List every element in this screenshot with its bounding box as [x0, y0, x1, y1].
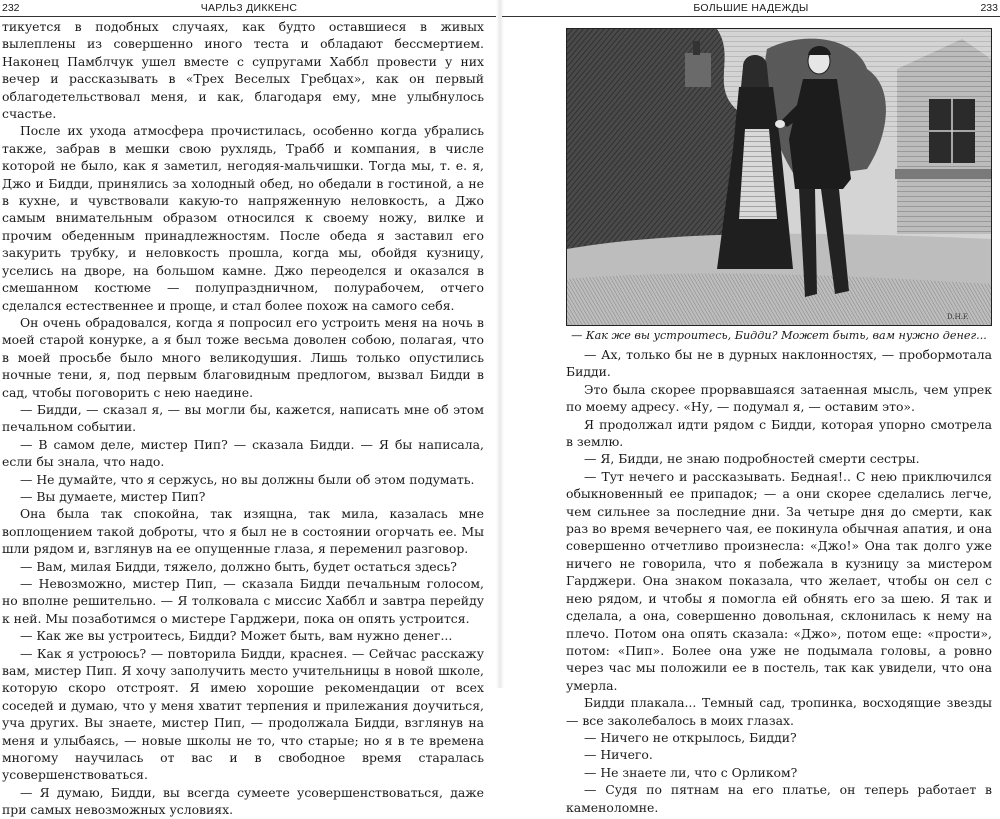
page-number: 233 [980, 2, 998, 14]
engraving-illustration [566, 28, 992, 326]
body-text [566, 346, 992, 816]
paragraph: — Не знаете ли, что с Орликом? [584, 764, 798, 780]
paragraph: — Не думайте, что я сержусь, но вы должны были об этом подумать. [20, 471, 475, 487]
paragraph: Она была так спокойна, так изящна, так мила, казалась мне воплощением такой доброты, что я был не в состоянии огорчать ее. Мы шли рядом и, взглянув на ее опущенные глаза, я переменил разговор. [2, 506, 484, 557]
paragraph: — Ах, только бы не в дурных наклонностях, — пробормотала Бидди. [566, 347, 992, 380]
paragraph: — Как же вы устроитесь, Бидди? Может быть, вам нужно денег... [20, 628, 453, 644]
paragraph: тикуется в подобных случаях, как будто оставшиеся в живых вылеплены из совершенно иного теста и обладают бессмертием. Наконец Памблчук ушел вместе с супругами Хаббл провести у них вечер и рассказывать в «Трех Веселых Гребцах», как он первый облагодетельствовал меня, и как, благодаря ему, мне улыбнулось счастье. [2, 19, 484, 122]
paragraph: — Тут нечего и рассказывать. Бедная!.. С нею приключился обыкновенный ее припадок; — а они скорее сделались легче, чем сильнее за последние дни. За четыре дня до смерти, как раз во время вечернего чая, ее покинула обычная апатия, и она совершенно отчетливо произнесла: «Джо!» Она так долго уже ничего не говорила, что я побежала в кузницу за мистером Гарджери. Она знаком показала, что желает, чтобы он сел с нею рядом, и чтобы я помогла ей обнять его за шею. Я так и сделала, а она, совершенно довольная, склонилась к нему на плечо. Потом она опять сказала: «Джо», потом еще: «прости», потом: «Пип». Более она уже не подымала головы, а ровно через час мы положили ее в постель, так как увидели, что она умерла. [566, 468, 992, 693]
illustration-caption: — Как же вы устроитесь, Бидди? Может быть, вам нужно денег... [571, 329, 987, 342]
paragraph: — Невозможно, мистер Пип, — сказала Бидди печальным голосом, но вполне решительно. — Я толковала с миссис Хаббл и завтра перейду к ней. Мы позаботимся о мистере Гарджери, пока он опять устроится. [2, 576, 484, 626]
paragraph: — Я думаю, Бидди, вы всегда сумеете усовершенствоваться, даже при самых невозможных условиях. [2, 784, 484, 818]
paragraph: — Вам, милая Бидди, тяжело, должно быть, будет остаться здесь? [20, 558, 457, 574]
paragraph: — Бидди, — сказал я, — вы могли бы, кажется, написать мне об этом печальном событии. [2, 401, 484, 435]
paragraph: — Вы думаете, мистер Пип? [20, 488, 206, 504]
paragraph: — Ничего. [584, 747, 653, 763]
page-header [0, 2, 498, 17]
engraver-signature: D.H.F. [947, 313, 969, 321]
running-head: БОЛЬШИЕ НАДЕЖДЫ [693, 2, 809, 14]
body-text [2, 18, 484, 819]
paragraph: — Судя по пятнам на его платье, он теперь работает в каменоломне. [566, 782, 992, 815]
paragraph: Он очень обрадовался, когда я попросил его устроить меня на ночь в моей старой конурке, а я был тоже весьма доволен собою, полагая, что в моей просьбе было много великодушия. Лишь только опустились ночные тени, я, под первым благовидным предлогом, вызвал Бидди в сад, чтобы поговорить с нею наедине. [2, 314, 484, 400]
paragraph: — Я, Бидди, не знаю подробностей смерти сестры. [584, 451, 920, 467]
running-head: ЧАРЛЬЗ ДИККЕНС [200, 2, 298, 14]
paragraph: Бидди плакала... Темный сад, тропинка, восходящие звезды — все заколебалось в моих глазах. [566, 695, 992, 728]
left-page [0, 0, 498, 818]
paragraph: После их ухода атмосфера прочистилась, особенно когда убрались также, забрав в мешки свою рухлядь, Трабб и компания, в числе которой не было, как я заметил, негодяя-мальчишки. Тогда мы, т. е. я, Джо и Бидди, принялись за холодный обед, но обедали в гостиной, а не в кухне, и чувствовали какую-то напряженную неловкость, а Джо самым внимательным образом относился к своему ножу, вилке и прочим обеденным принадлежностям. После обеда я заставил его закурить трубку, и неловкость прошла, когда мы, обойдя кузницу, уселись на дворе, на большом камне. Джо переоделся и оказался в смешанном костюме — полупраздничном, полурабочем, отчего сделался естественнее и проще, и стал более похож на самого себя. [2, 123, 484, 313]
page-header [502, 2, 1000, 17]
paragraph: — В самом деле, мистер Пип? — сказала Бидди. — Я бы написала, если бы знала, что надо. [2, 436, 484, 470]
paragraph: — Как я устроюсь? — повторила Бидди, краснея. — Сейчас расскажу вам, мистер Пип. Я хочу заполучить место учительницы в новой школе, которую скоро отстроят. Я имею хорошие рекомендации от всех соседей и думаю, что у меня хватит терпения и прилежания доучиться, уча других. Вы знаете, мистер Пип, — продолжала Бидди, взглянув на меня и улыбаясь, — новые школы не то, что старые; но я в те времена многому научилась от вас и в свободное время старалась усовершенствоваться. [2, 645, 484, 783]
right-page [502, 0, 1000, 815]
paragraph: Это была скорее прорвавшаяся затаенная мысль, чем упрек по моему адресу. «Ну, — подумал я, — оставим это». [566, 381, 992, 415]
paragraph: Я продолжал идти рядом с Бидди, которая упорно смотрела в землю. [566, 416, 992, 450]
paragraph: — Ничего не открылось, Бидди? [584, 729, 797, 745]
page-number: 232 [2, 2, 20, 14]
